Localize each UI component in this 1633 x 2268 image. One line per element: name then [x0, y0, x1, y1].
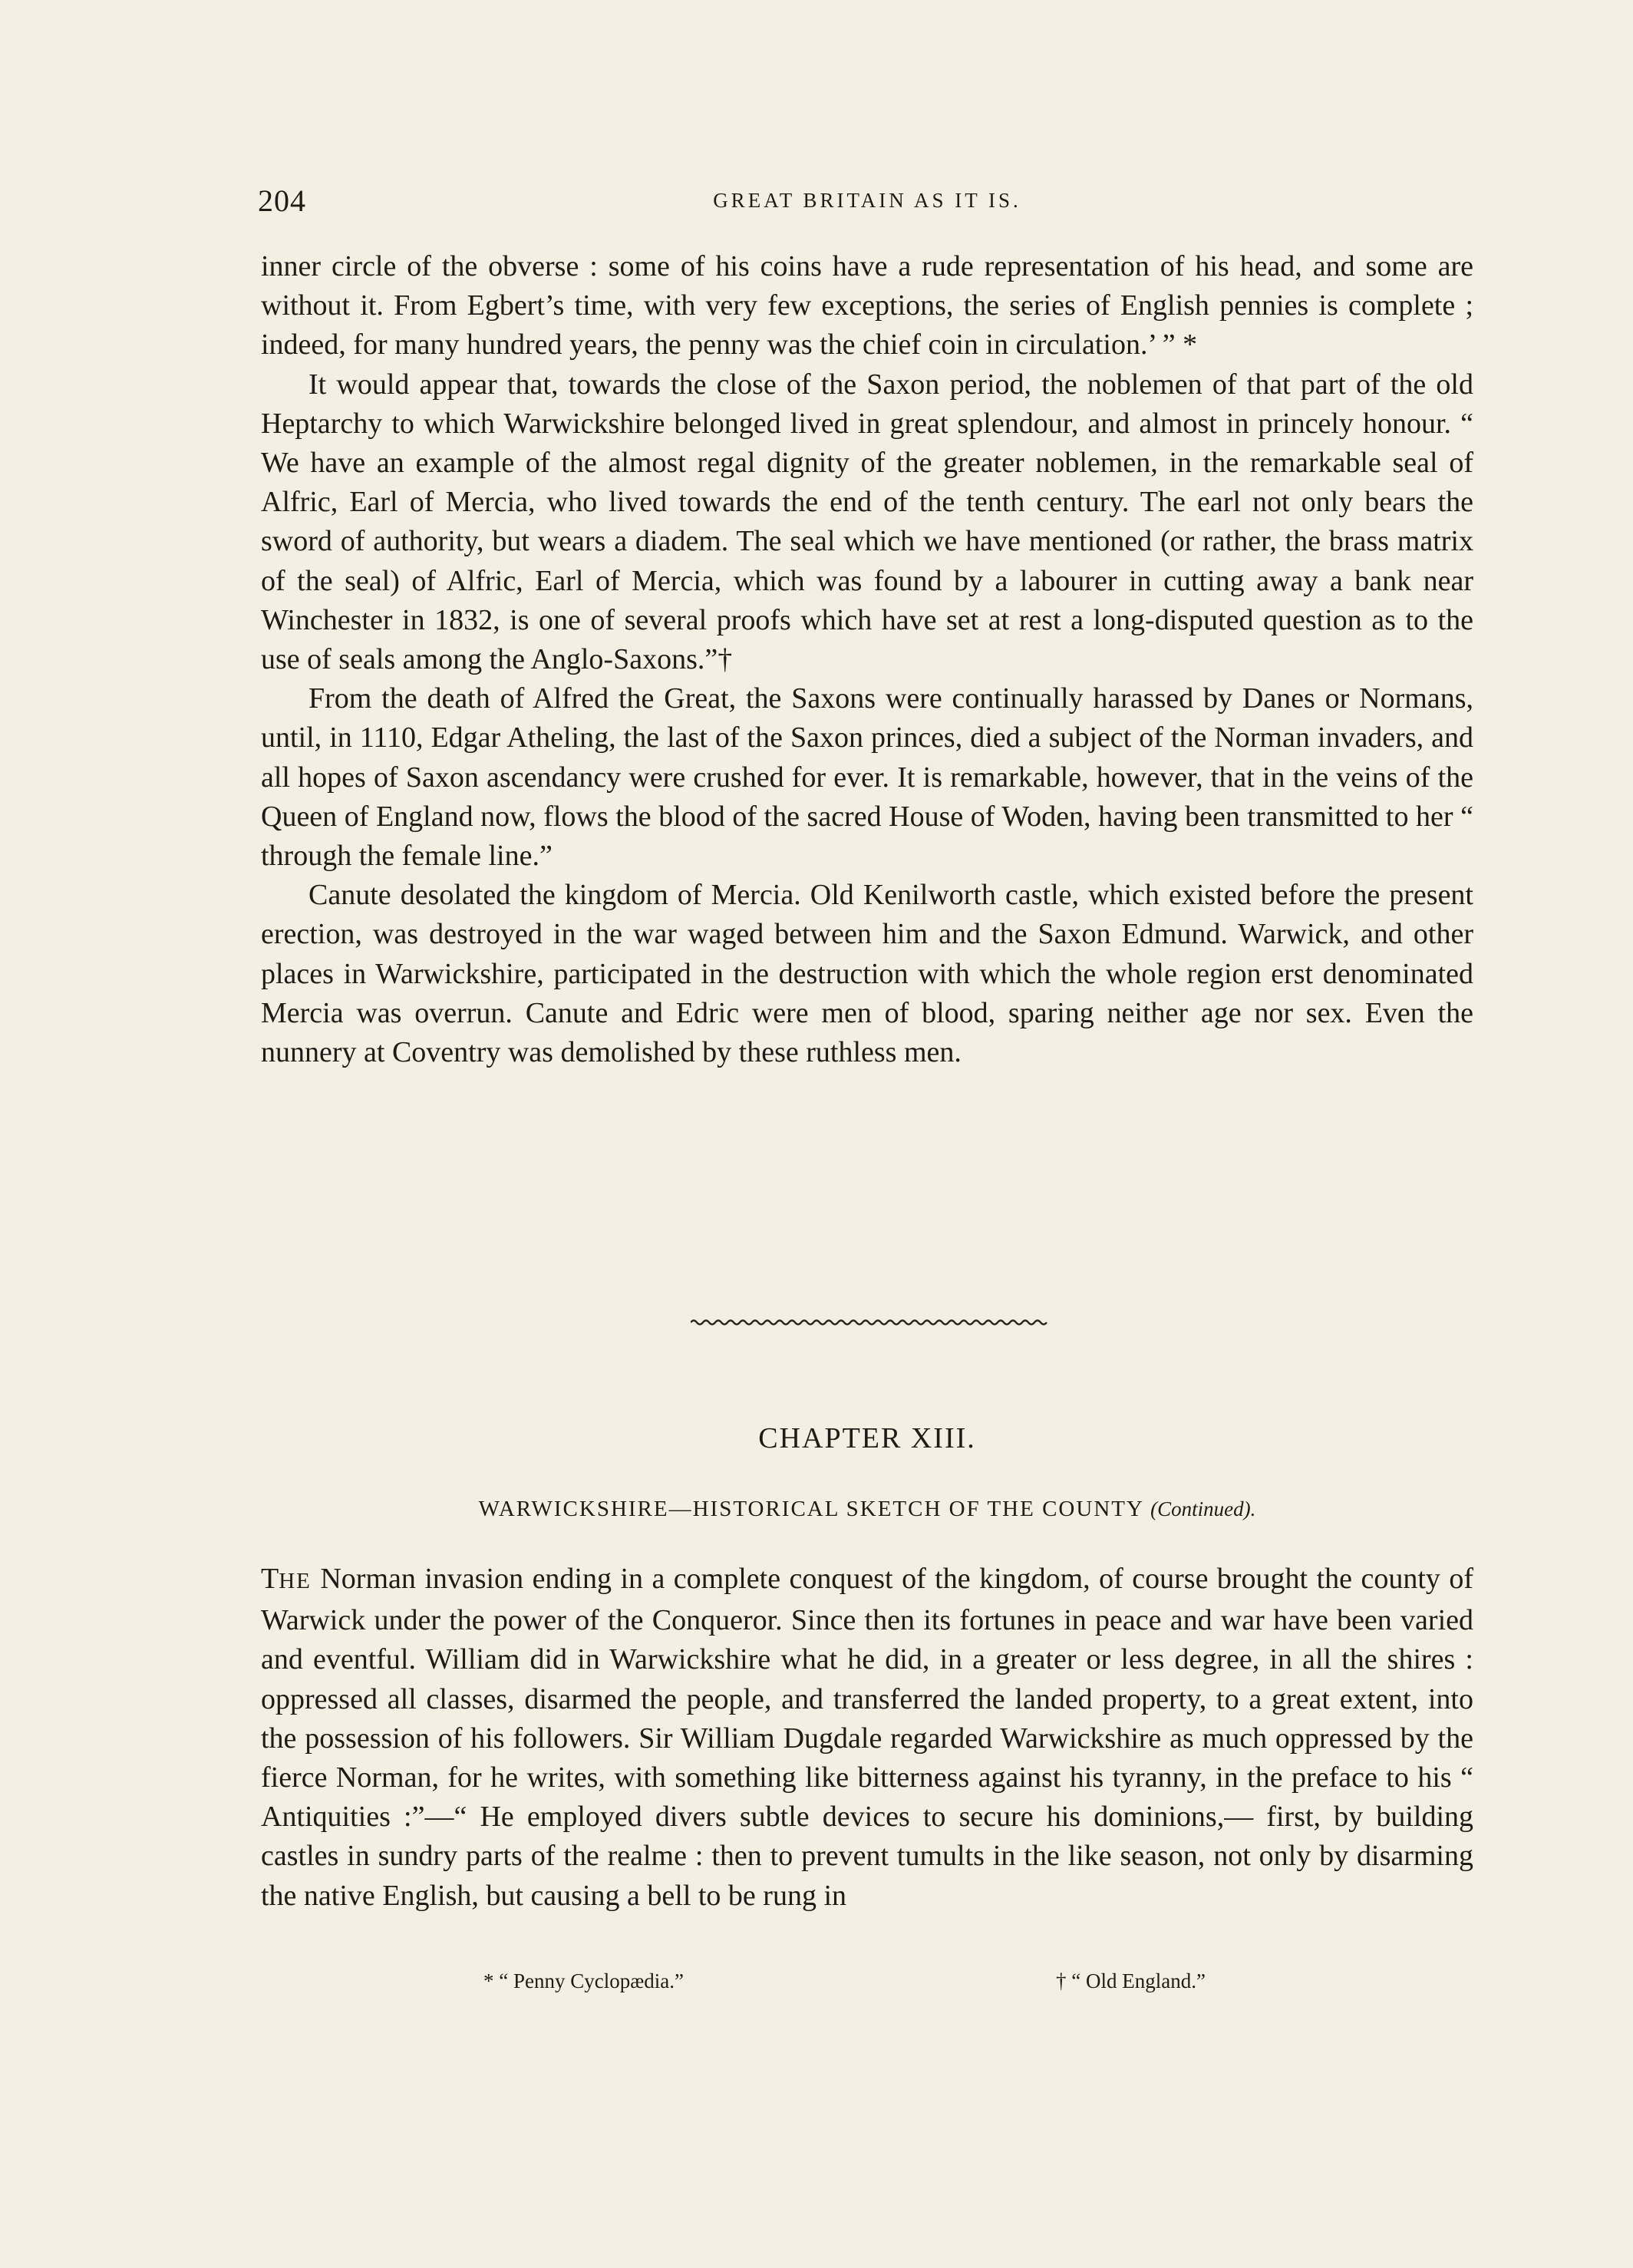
paragraph-3: From the death of Alfred the Great, the Saxons were continually harassed by Danes or Normans, until, in 1110, Edgar Atheling, the last of the Saxon princes, died a subject of the Norman invaders, and all hopes of Saxon ascendancy were crushed for ever. It is remarkable, however, that in the veins of the Queen of England now, flows the blood of the sacred House of Woden, having been transmitted to her “ through the female line.” [261, 682, 1473, 873]
running-head [258, 183, 1476, 229]
chapter-paragraph-1 [261, 1560, 1473, 1916]
section-divider-ornament [691, 1317, 1050, 1328]
section-continued-text [261, 247, 1473, 1072]
footnotes [261, 1969, 1473, 2000]
paragraph-1: inner circle of the obverse : some of his coins have a rude representation of his head, and some are without it. From Egbert’s time, with very few exceptions, the series of English pennies is complete ; indeed, for many hundred years, the penny was the chief coin in circulation.’ ” * [261, 250, 1473, 361]
opening-smallcaps: HE [279, 1569, 312, 1593]
chapter-text [261, 1560, 1473, 1916]
chapter-subtitle [261, 1497, 1473, 1522]
footnote-1: * “ Penny Cyclopædia.” [483, 1969, 684, 1992]
paragraph-4: Canute desolated the kingdom of Mercia. Old Kenilworth castle, which existed before the present erection, was destroyed in the war waged between him and the Saxon Edmund. Warwick, and other places in Warwickshire, participated in the destruction with which the whole region erst denominated Mercia was overrun. Canute and Edric were men of blood, sparing neither age nor sex. Even the nunnery at Coventry was demolished by these ruthless men. [261, 879, 1473, 1069]
page-number: 204 [258, 183, 306, 218]
chapter-subtitle-note: (Continued). [1150, 1497, 1256, 1520]
footnote-2: † “ Old England.” [1056, 1969, 1206, 1992]
chapter-paragraph-text: Norman invasion ending in a complete conquest of the kingdom, of course brought the county of Warwick under the power of the Conqueror. Since then its fortunes in peace and war have been varied and eventful. William did in Warwickshire what he did, in a greater or less degree, in all the shires : oppressed all classes, disarmed the people, and transferred the landed property, to a great extent, into the possession of his followers. Sir William Dugdale regarded Warwickshire as much oppressed by the fierce Norman, for he writes, with something like bitterness against his tyranny, in the preface to his “ Antiquities :”—“ He employed divers subtle devices to secure his dominions,— first, by building castles in sundry parts of the realme : then to prevent tumults in the like season, not only by disarming the native English, but causing a bell to be rung in [261, 1563, 1473, 1912]
running-title: GREAT BRITAIN AS IT IS. [713, 189, 1021, 212]
opening-word [261, 1563, 312, 1595]
opening-initial: T [261, 1563, 279, 1595]
chapter-subtitle-text: WARWICKSHIRE—HISTORICAL SKETCH OF THE COUNTY [478, 1497, 1143, 1521]
chapter-title: CHAPTER XIII. [758, 1422, 976, 1454]
paragraph-2: It would appear that, towards the close of the Saxon period, the noblemen of that part of the old Heptarchy to which Warwickshire belonged lived in great splendour, and almost in princely honour. “ We have an example of the almost regal dignity of the greater noblemen, in the remarkable seal of Alfric, Earl of Mercia, who lived towards the end of the tenth century. The earl not only bears the sword of authority, but wears a diadem. The seal which we have mentioned (or rather, the brass matrix of the seal) of Alfric, Earl of Mercia, which was found by a labourer in cutting away a bank near Winchester in 1832, is one of several proofs which have set at rest a long-disputed question as to the use of seals among the Anglo-Saxons.”† [261, 368, 1473, 676]
